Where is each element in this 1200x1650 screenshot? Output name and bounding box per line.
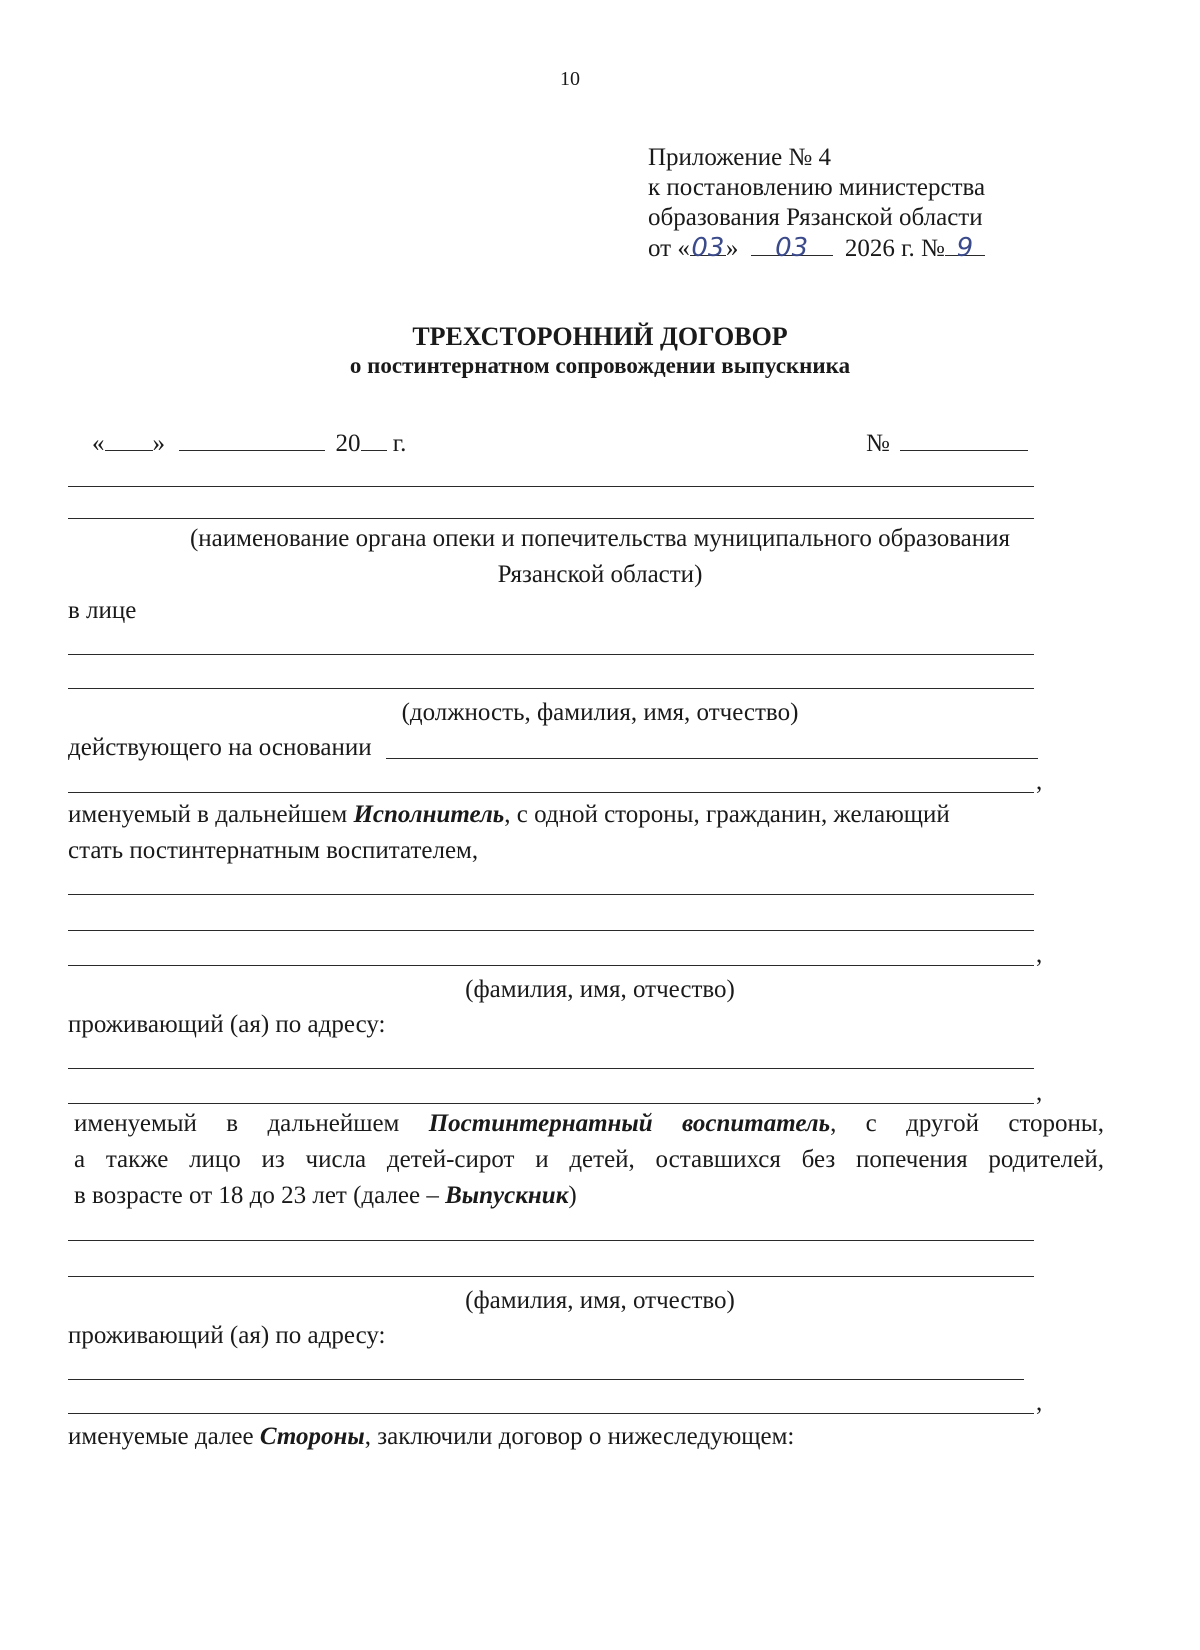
date-open-quote: « (92, 430, 105, 457)
appendix-title: Приложение № 4 (648, 144, 832, 171)
graduate-term: Выпускник (445, 1182, 569, 1209)
date-day-field (105, 428, 153, 451)
educator-name-line-1 (68, 894, 1034, 895)
executor-post: , с одной стороны, гражданин, желающий (504, 801, 950, 828)
number-field (900, 428, 1028, 451)
residing-label-2: проживающий (ая) по адресу: (68, 1322, 386, 1349)
appendix-number-field (945, 233, 985, 263)
educator-pre: именуемый в дальнейшем (74, 1110, 429, 1137)
organ-caption-line-1: (наименование органа опеки и попечительства муниципального образования (189, 525, 1011, 552)
organ-name-line-2 (68, 518, 1034, 519)
appendix-day-field (690, 233, 726, 263)
appendix-ministry: образования Рязанской области (648, 204, 983, 231)
educator-paragraph-line-3 (74, 1178, 1104, 1214)
appendix-number: 9 (956, 233, 974, 263)
acting-basis-line-2 (68, 792, 1034, 793)
address-line-2a (68, 1379, 1024, 1380)
parties-post: , заключили договор о нижеследующем: (364, 1423, 795, 1450)
parties-paragraph (68, 1422, 794, 1452)
residing-label-1: проживающий (ая) по адресу: (68, 1011, 386, 1038)
number-sign: № (866, 430, 890, 457)
date-year-suffix: г. (392, 430, 407, 457)
organ-name-line-1 (68, 486, 1034, 487)
graduate-name-line-1 (68, 1240, 1034, 1241)
educator-term: Постинтернатный воспитатель (428, 1110, 831, 1137)
educator-paragraph-line-2: а также лицо из числа детей-сирот и детей, оставшихся без попечения родителей, (74, 1146, 1104, 1173)
executor-pre: именуемый в дальнейшем (68, 801, 354, 828)
executor-term: Исполнитель (353, 801, 505, 828)
date-close-quote: » (152, 430, 165, 457)
comma-4: , (1036, 1389, 1043, 1416)
appendix-date-mid: » (725, 235, 739, 262)
contract-date (92, 428, 406, 459)
parties-term: Стороны (259, 1423, 365, 1450)
in-person-label: в лице (68, 597, 137, 624)
position-line-1 (68, 654, 1034, 655)
address-line-2b (68, 1413, 1034, 1414)
acting-basis-label: действующего на основании (68, 734, 372, 761)
educator-paragraph-line-1 (74, 1106, 1104, 1142)
educator-post: , с другой стороны, (830, 1110, 1104, 1137)
page-number: 10 (560, 68, 580, 90)
educator-name-line-3 (68, 965, 1034, 966)
date-year-field (361, 428, 387, 451)
position-caption: (должность, фамилия, имя, отчество) (401, 699, 799, 726)
organ-caption-line-2: Рязанской области) (497, 561, 703, 588)
appendix-month: 03 (775, 233, 809, 263)
document-subtitle: о постинтернатном сопровождении выпускника (349, 353, 851, 378)
address-line-1b (68, 1103, 1034, 1104)
graduate-name-line-2 (68, 1276, 1034, 1277)
position-line-2 (68, 688, 1034, 689)
date-month-field (179, 428, 325, 451)
educator-name-line-2 (68, 930, 1034, 931)
appendix-day: 03 (691, 233, 725, 263)
appendix-date-line (648, 233, 985, 264)
fio-caption-1: (фамилия, имя, отчество) (465, 976, 735, 1003)
appendix-resolution: к постановлению министерства (648, 174, 986, 201)
comma-1: , (1036, 768, 1043, 795)
fio-caption-2: (фамилия, имя, отчество) (465, 1287, 735, 1314)
document-title: ТРЕХСТОРОННИЙ ДОГОВОР (412, 322, 788, 351)
appendix-month-field (751, 233, 833, 263)
address-line-1a (68, 1068, 1034, 1069)
comma-2: , (1036, 941, 1043, 968)
executor-paragraph-line-2: стать постинтернатным воспитателем, (68, 837, 479, 864)
appendix-date-prefix: от « (648, 235, 690, 262)
date-year: 20 (335, 430, 361, 457)
acting-basis-line-1 (386, 758, 1038, 759)
educator-line3-pre: в возрасте от 18 до 23 лет (далее – (74, 1182, 446, 1209)
appendix-year-text: 2026 г. № (844, 235, 945, 262)
educator-line3-post: ) (568, 1182, 577, 1209)
parties-pre: именуемые далее (68, 1423, 260, 1450)
educator-paragraph (74, 1106, 1104, 1214)
comma-3: , (1036, 1079, 1043, 1106)
executor-paragraph-line-1 (68, 800, 950, 830)
contract-number (866, 428, 1028, 459)
